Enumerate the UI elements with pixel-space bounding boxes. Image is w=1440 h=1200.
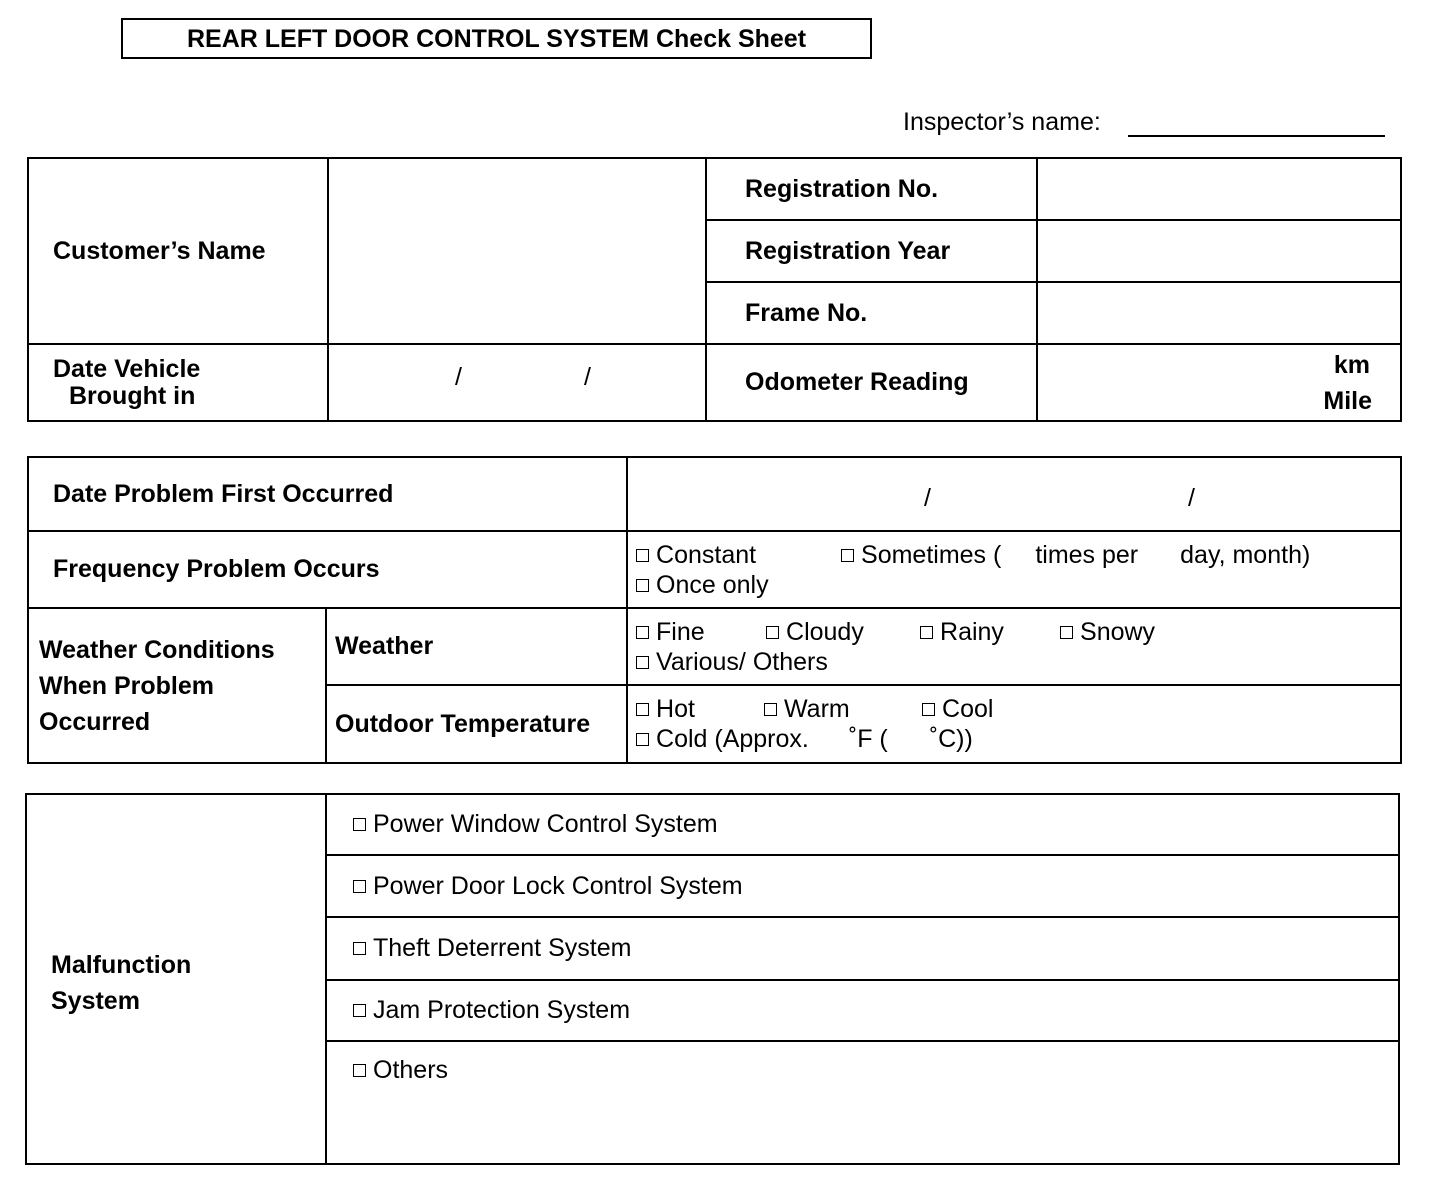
checkbox-icon[interactable] [636, 733, 649, 746]
option-cool[interactable]: Cool [922, 694, 993, 724]
weather-conditions-label [28, 608, 326, 763]
option-cold[interactable]: Cold (Approx. [636, 724, 809, 754]
malfunction-table [25, 793, 1400, 1165]
outdoor-temperature-label: Outdoor Temperature [326, 685, 627, 763]
checkbox-icon[interactable] [922, 703, 935, 716]
option-fine[interactable]: Fine [636, 617, 766, 647]
inspector-name-field[interactable] [1128, 135, 1385, 137]
customer-name-field[interactable] [328, 158, 706, 344]
malfunction-item[interactable]: Others [326, 1041, 1399, 1164]
fahrenheit-text: ˚F ( [848, 725, 888, 753]
option-rainy[interactable]: Rainy [920, 617, 1060, 647]
date-first-occurred-label: Date Problem First Occurred [28, 457, 627, 531]
checkbox-icon[interactable] [1060, 626, 1073, 639]
day-month-text: day, month) [1180, 540, 1311, 569]
checkbox-icon[interactable] [636, 656, 649, 669]
problem-info-table [27, 456, 1402, 764]
date-brought-label [28, 344, 328, 421]
frame-no-label: Frame No. [706, 282, 1037, 344]
checkbox-icon[interactable] [636, 703, 649, 716]
registration-year-label: Registration Year [706, 220, 1037, 282]
registration-year-field[interactable] [1037, 220, 1401, 282]
weather-group-line2: When Problem [39, 671, 215, 700]
malfunction-system-label [26, 794, 326, 1164]
weather-group-line1: Weather Conditions [39, 635, 275, 664]
times-per-text: times per [1035, 540, 1139, 569]
checkbox-icon[interactable] [636, 549, 649, 562]
option-cloudy[interactable]: Cloudy [766, 617, 920, 647]
checkbox-icon[interactable] [766, 626, 779, 639]
malfunction-item[interactable]: Theft Deterrent System [326, 917, 1399, 980]
checkbox-icon[interactable] [636, 626, 649, 639]
celsius-text: ˚C)) [929, 725, 973, 753]
checkbox-icon[interactable] [353, 880, 366, 893]
malfunction-label-line2: System [51, 987, 140, 1015]
weather-options [627, 608, 1401, 685]
unit-km: km [1333, 351, 1370, 379]
checkbox-icon[interactable] [353, 1064, 366, 1077]
malfunction-label-line1: Malfunction [51, 951, 192, 979]
date-separator: / [924, 484, 931, 512]
option-once-only[interactable]: Once only [636, 570, 769, 600]
checkbox-icon[interactable] [353, 818, 366, 831]
option-various-others[interactable]: Various/ Others [636, 647, 828, 677]
temperature-options [627, 685, 1401, 763]
registration-no-label: Registration No. [706, 158, 1037, 220]
vehicle-info-table [27, 157, 1402, 422]
date-brought-field[interactable] [328, 344, 706, 421]
checkbox-icon[interactable] [353, 942, 366, 955]
malfunction-item[interactable]: Jam Protection System [326, 980, 1399, 1041]
option-sometimes[interactable]: Sometimes ( [841, 540, 1001, 570]
checkbox-icon[interactable] [636, 579, 649, 592]
date-separator: / [455, 363, 462, 391]
date-brought-line1: Date Vehicle [53, 354, 201, 383]
malfunction-item[interactable]: Power Door Lock Control System [326, 855, 1399, 917]
odometer-field[interactable] [1037, 344, 1401, 421]
sheet-title: REAR LEFT DOOR CONTROL SYSTEM Check Sheet [121, 18, 872, 59]
frequency-label: Frequency Problem Occurs [28, 531, 627, 608]
checkbox-icon[interactable] [920, 626, 933, 639]
frame-no-field[interactable] [1037, 282, 1401, 344]
option-hot[interactable]: Hot [636, 694, 764, 724]
malfunction-item[interactable]: Power Window Control System [326, 794, 1399, 855]
date-separator: / [1188, 484, 1195, 512]
option-snowy[interactable]: Snowy [1060, 617, 1155, 647]
checkbox-icon[interactable] [353, 1004, 366, 1017]
registration-no-field[interactable] [1037, 158, 1401, 220]
weather-group-line3: Occurred [39, 707, 151, 736]
date-brought-line2: Brought in [69, 381, 196, 410]
checkbox-icon[interactable] [841, 549, 854, 562]
date-first-occurred-field[interactable] [627, 457, 1401, 531]
frequency-options [627, 531, 1401, 608]
option-warm[interactable]: Warm [764, 694, 922, 724]
checkbox-icon[interactable] [764, 703, 777, 716]
odometer-label: Odometer Reading [706, 344, 1037, 421]
inspector-label: Inspector’s name: [903, 108, 1101, 136]
option-constant[interactable]: Constant [636, 540, 841, 570]
date-separator: / [584, 363, 591, 391]
unit-mile: Mile [1323, 387, 1372, 415]
weather-label: Weather [326, 608, 627, 685]
customer-name-label: Customer’s Name [28, 158, 328, 344]
